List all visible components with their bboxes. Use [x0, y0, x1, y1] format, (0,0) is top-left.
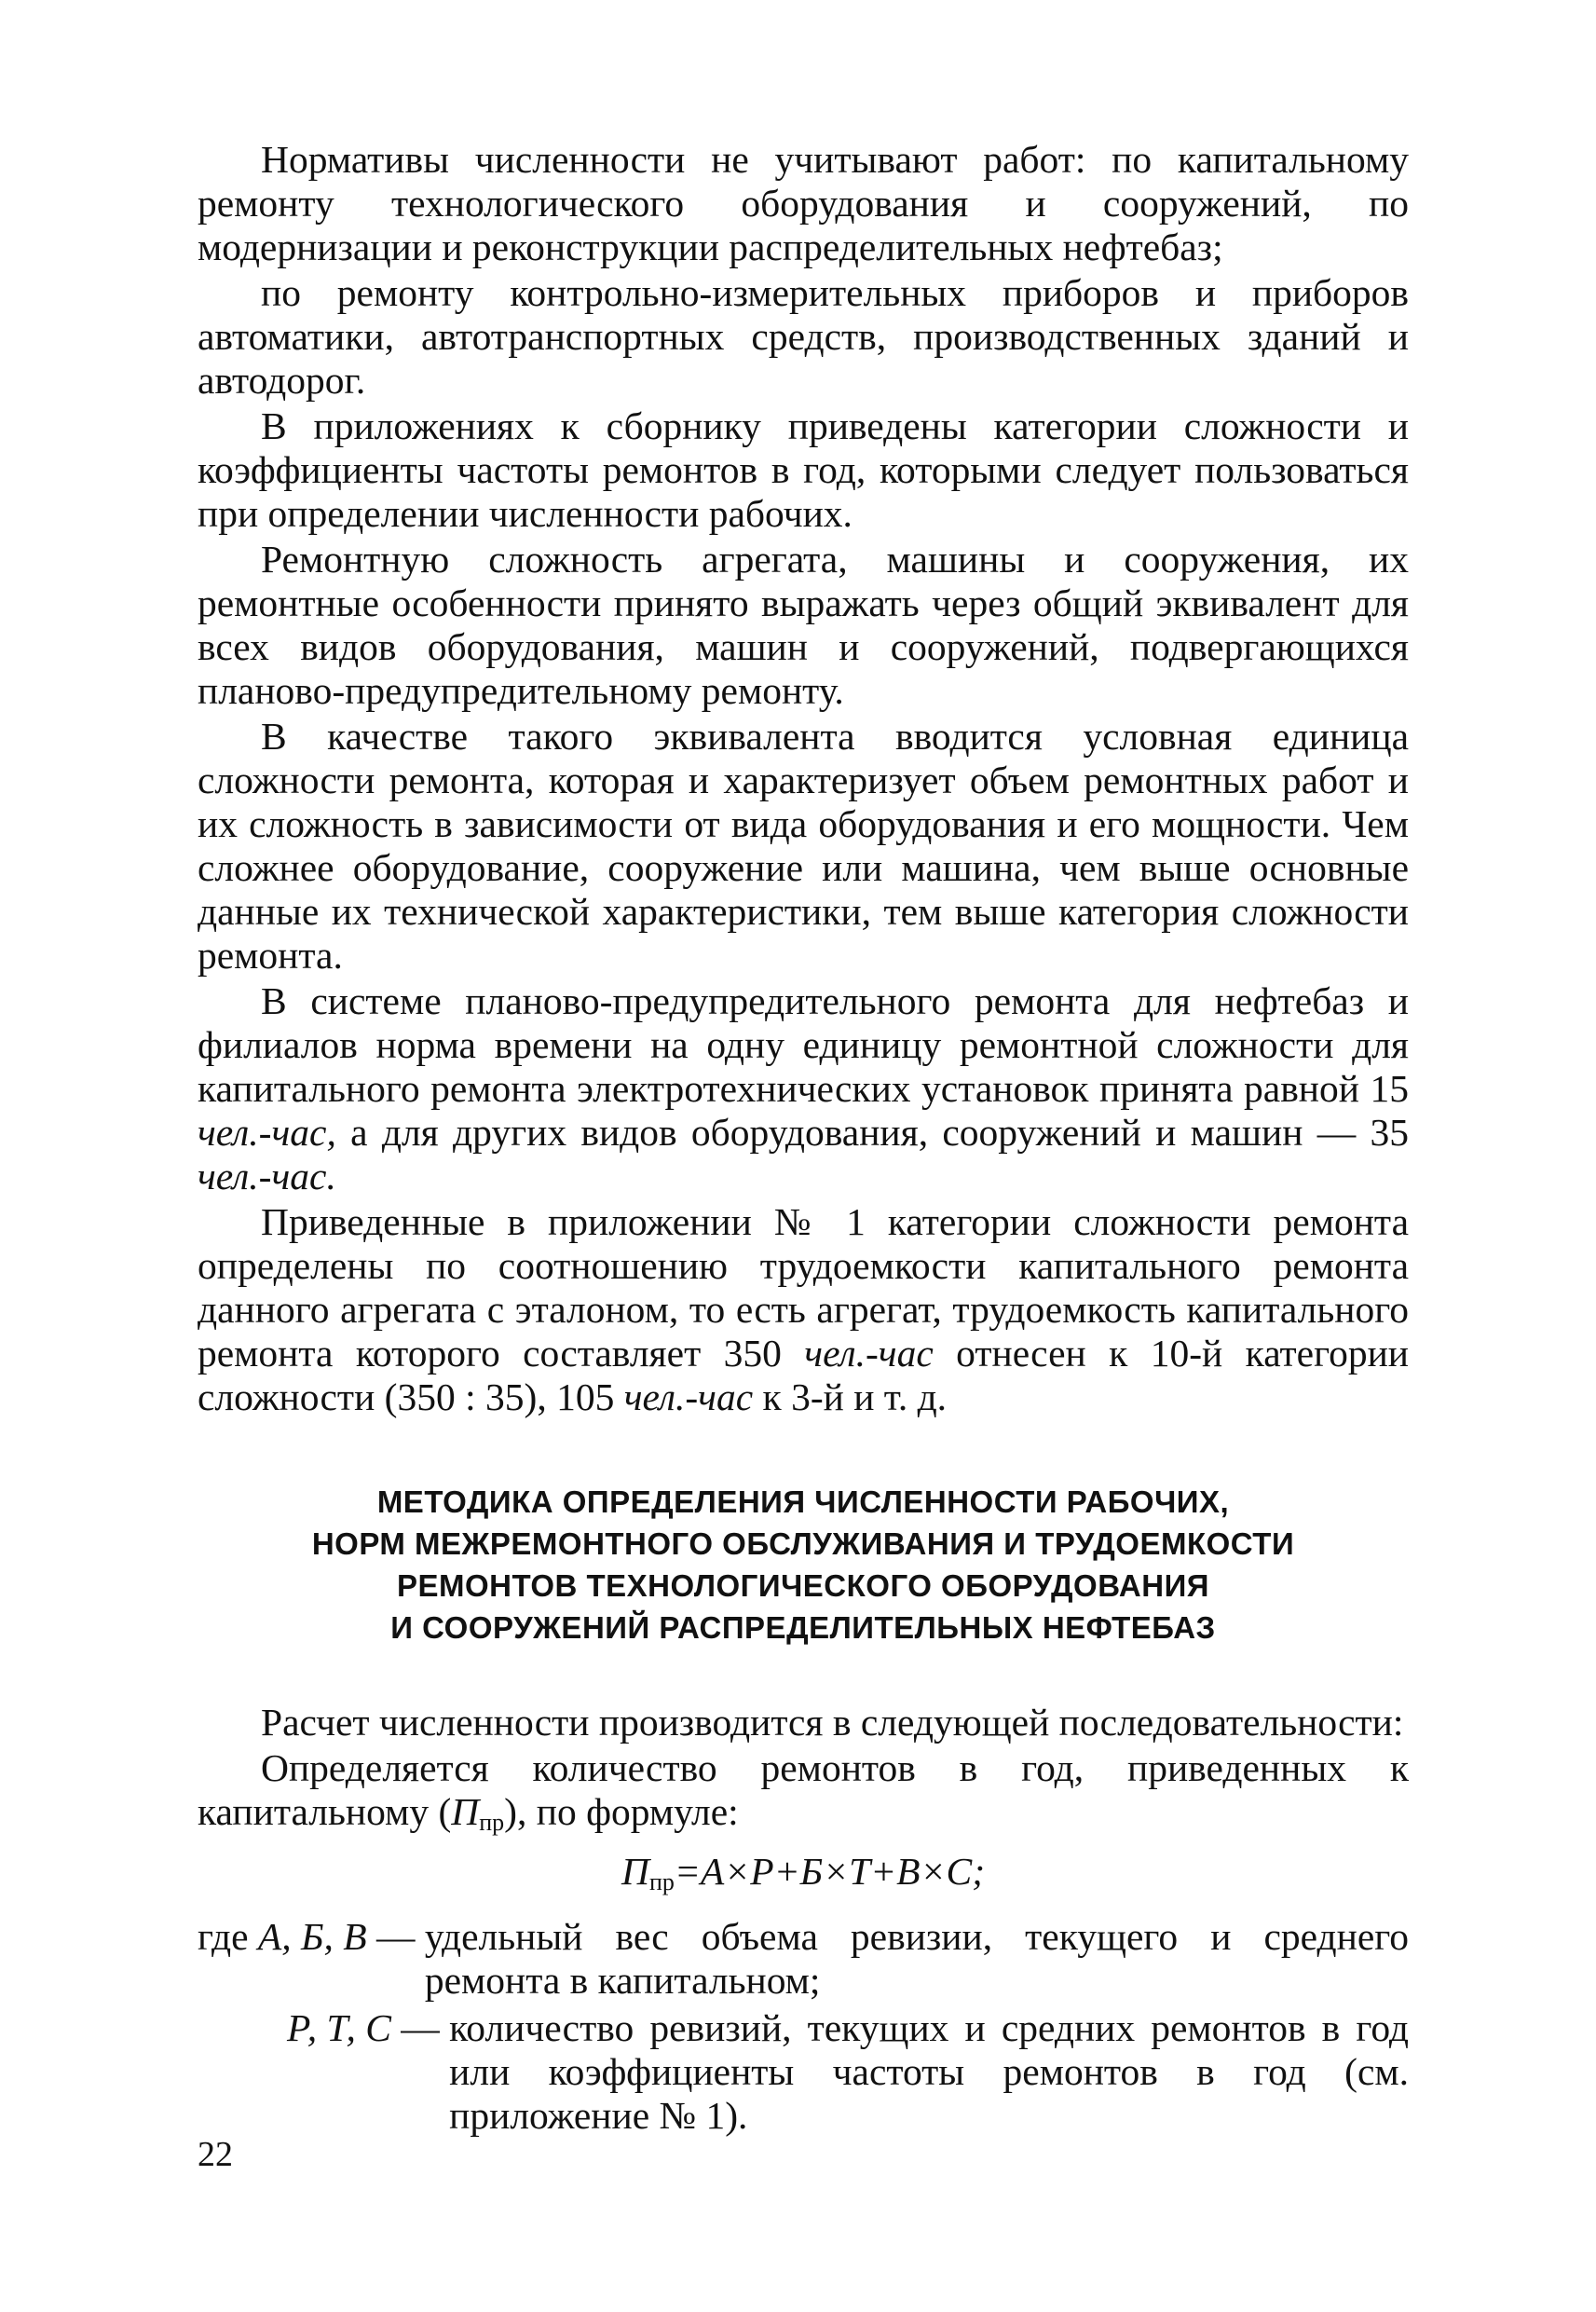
paragraph-complexity: Ремонтную сложность агрегата, машины и сооружения, их ремонтные особенности принято выражать через общий эквивалент для всех видов оборудования, машин и сооружений, подвергающихся планово-предупредительному ремонту. [198, 538, 1409, 712]
formula-lhs: П [621, 1850, 649, 1893]
paragraph-equivalent: В качестве такого эквивалента вводится условная единица сложности ремонта, которая и характеризует объем ремонтных работ и их сложность в зависимости от вида оборудования и его мощности. Чем сложнее оборудование, сооружение или машина, чем выше основные данные их технической характеристики, тем выше категория сложности ремонта. [198, 715, 1409, 977]
page-content [198, 138, 1409, 2138]
time-norm-unit-2: чел.-час. [198, 1155, 336, 1197]
formula-lhs-subscript: пр [648, 1868, 675, 1895]
heading-line-2: НОРМ МЕЖРЕМОНТНОГО ОБСЛУЖИВАНИЯ И ТРУДОЕМКОСТИ [311, 1526, 1295, 1561]
definition-dash: — [366, 1915, 425, 1958]
paragraph-appendices: В приложениях к сборнику приведены категории сложности и коэффициенты частоты ремонтов в год, которыми следует пользоваться при определении численности рабочих. [198, 404, 1409, 535]
paragraph-exclusions: Нормативы численности не учитывают работ: по капитальному ремонту технологического оборудования и сооружений, по модернизации и реконструкции распределительных нефтебаз; [198, 138, 1409, 268]
definition-symbols: Р, Т, С [287, 2006, 391, 2049]
formula-rhs: =А×Р+Б×Т+В×С; [674, 1850, 986, 1893]
definition-description: количество ревизий, текущих и средних ремонтов в год или коэффициенты частоты ремонтов в год (см. приложение № 1). [449, 2006, 1409, 2137]
heading-line-1: МЕТОДИКА ОПРЕДЕЛЕНИЯ ЧИСЛЕННОСТИ РАБОЧИХ, [376, 1484, 1230, 1519]
page-number: 22 [198, 2135, 233, 2174]
categories-unit-2: чел.-час [623, 1375, 754, 1418]
formula-intro-text-1: Определяется количество ремонтов в год, приведенных к капитальному ( [198, 1746, 1409, 1833]
formula-intro-symbol: П [451, 1790, 480, 1833]
categories-text-1: Приведенные в приложении № 1 категории сложности ремонта определены по соотношению трудоемкости капитального ремонта данного агрегата с эталоном, то есть агрегат, трудоемкость капитального ремонта которого составляет 350 [198, 1200, 1409, 1375]
definition-term [198, 2006, 449, 2138]
time-norm-unit-1: чел.-час, [198, 1111, 336, 1154]
section-heading [198, 1481, 1409, 1648]
formula-intro-subscript: пр [479, 1809, 505, 1836]
time-norm-text-1: В системе планово-предупредительного ремонта для нефтебаз и филиалов норма времени на одну единицу ремонтной сложности для капитального ремонта электротехнических установок принята равной 15 [198, 979, 1409, 1110]
heading-line-3: РЕМОНТОВ ТЕХНОЛОГИЧЕСКОГО ОБОРУДОВАНИЯ [396, 1568, 1210, 1603]
definition-row [198, 1915, 1409, 2003]
definition-term [198, 1915, 425, 2003]
definition-symbols: А, Б, В [257, 1915, 367, 1958]
time-norm-text-2: а для других видов оборудования, сооружений и машин — 35 [335, 1111, 1409, 1154]
paragraph-instruments: по ремонту контрольно-измерительных приборов и приборов автоматики, автотранспортных средств, производственных зданий и автодорог. [198, 271, 1409, 402]
formula-intro-text-2: ), по формуле: [504, 1790, 739, 1833]
definition-row [198, 2006, 1409, 2138]
paragraph-time-norm [198, 979, 1409, 1198]
categories-unit-1: чел.-час [804, 1332, 934, 1375]
paragraph-categories [198, 1200, 1409, 1419]
categories-text-2: отнесен к 10-й категории сложности (350 : 35), 105 [198, 1332, 1410, 1418]
definition-description: удельный вес объема ревизии, текущего и среднего ремонта в капитальном; [424, 1915, 1409, 2002]
definition-dash: — [390, 2006, 450, 2049]
paragraph-calculation-intro: Расчет численности производится в следующей последовательности: [261, 1701, 1404, 1744]
definition-prefix: где [198, 1915, 258, 1958]
categories-text-3: к 3-й и т. д. [753, 1375, 948, 1418]
paragraph-formula-intro [198, 1746, 1409, 1844]
repair-formula [198, 1848, 1409, 1906]
heading-line-4: И СООРУЖЕНИЙ РАСПРЕДЕЛИТЕЛЬНЫХ НЕФТЕБАЗ [390, 1610, 1216, 1645]
